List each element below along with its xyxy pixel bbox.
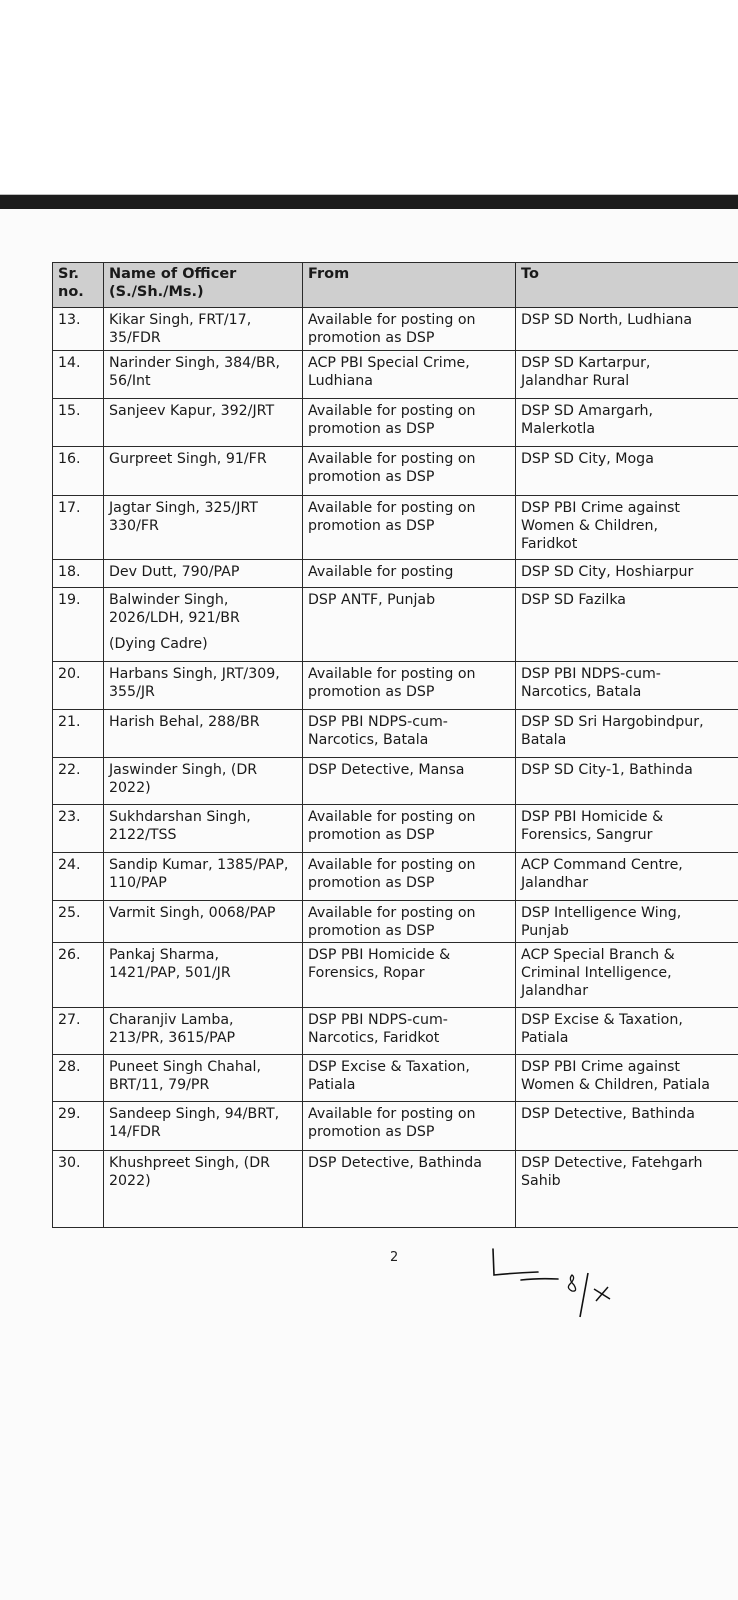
cadre-note: (Dying Cadre)	[109, 636, 208, 652]
cell-from	[303, 351, 516, 399]
cell-to-line: Patiala	[521, 1030, 569, 1046]
table-row	[53, 588, 738, 662]
cell-from-line: DSP Detective, Bathinda	[308, 1155, 483, 1171]
cell-officer-name-line: Harbans Singh, JRT/309,	[109, 666, 280, 682]
cell-officer-name	[104, 662, 303, 710]
cell-officer-name-line: Dev Dutt, 790/PAP	[109, 564, 240, 580]
cell-officer-name-line: 330/FR	[109, 518, 159, 534]
cell-from-line: Available for posting on	[308, 1106, 476, 1122]
cell-to-line: DSP SD City, Moga	[521, 451, 654, 467]
cell-officer-name-line: Harish Behal, 288/BR	[109, 714, 260, 730]
cell-from-line: DSP Excise & Taxation,	[308, 1059, 470, 1075]
table-row	[53, 399, 738, 447]
cell-officer-name-line: 355/JR	[109, 684, 155, 700]
cell-officer-name-line: 56/Int	[109, 373, 151, 389]
cell-from-line: DSP Detective, Mansa	[308, 762, 465, 778]
cell-to	[516, 351, 738, 399]
cell-from-line: promotion as DSP	[308, 469, 435, 485]
cell-from-line: promotion as DSP	[308, 330, 435, 346]
cell-to-line: DSP SD Amargarh,	[521, 403, 654, 419]
cell-sr-no: 23.	[53, 805, 104, 853]
cell-from	[303, 901, 516, 943]
cell-officer-name	[104, 447, 303, 496]
cell-to-line: Jalandhar	[521, 983, 589, 999]
cell-to-line: DSP Excise & Taxation,	[521, 1012, 683, 1028]
cell-sr-no: 28.	[53, 1055, 104, 1102]
table-row	[53, 1055, 738, 1102]
cell-officer-name-line: Narinder Singh, 384/BR,	[109, 355, 281, 371]
cell-officer-name	[104, 853, 303, 901]
cell-from	[303, 588, 516, 662]
cell-from-line: Patiala	[308, 1077, 356, 1093]
cell-to-line: DSP SD Sri Hargobindpur,	[521, 714, 704, 730]
cell-to-line: DSP Detective, Bathinda	[521, 1106, 696, 1122]
cell-officer-name-line: Sandip Kumar, 1385/PAP,	[109, 857, 289, 873]
cell-from-line: ACP PBI Special Crime,	[308, 355, 470, 371]
cell-to-line: Narcotics, Batala	[521, 684, 642, 700]
table-row	[53, 1151, 738, 1228]
cell-officer-name	[104, 1151, 303, 1228]
cell-from-line: promotion as DSP	[308, 923, 435, 939]
cell-to	[516, 1102, 738, 1151]
cell-sr-no: 19.	[53, 588, 104, 662]
cell-officer-name	[104, 1055, 303, 1102]
cell-sr-no: 15.	[53, 399, 104, 447]
cell-to	[516, 560, 738, 588]
cell-sr-no: 18.	[53, 560, 104, 588]
handwritten-initials-signature	[488, 1245, 628, 1320]
cell-to-line: Batala	[521, 732, 567, 748]
cell-to-line: Malerkotla	[521, 421, 596, 437]
cell-sr-no: 13.	[53, 308, 104, 351]
cell-officer-name-line: Varmit Singh, 0068/PAP	[109, 905, 276, 921]
cell-sr-no: 21.	[53, 710, 104, 758]
cell-sr-no: 14.	[53, 351, 104, 399]
cell-to	[516, 1055, 738, 1102]
cell-from	[303, 308, 516, 351]
cell-to	[516, 399, 738, 447]
cell-from	[303, 805, 516, 853]
cell-to	[516, 805, 738, 853]
cell-officer-name	[104, 1008, 303, 1055]
table-row	[53, 662, 738, 710]
cell-to-line: Jalandhar	[521, 875, 589, 891]
cell-to-line: DSP Detective, Fatehgarh	[521, 1155, 703, 1171]
cell-from-line: DSP PBI NDPS-cum-	[308, 1012, 448, 1028]
cell-to-line: Criminal Intelligence,	[521, 965, 672, 981]
cell-from	[303, 662, 516, 710]
cell-officer-name	[104, 901, 303, 943]
cell-officer-name-line: 35/FDR	[109, 330, 161, 346]
cell-from-line: DSP PBI Homicide &	[308, 947, 451, 963]
cell-to	[516, 943, 738, 1008]
table-body	[53, 308, 738, 1228]
cell-officer-name-line: Gurpreet Singh, 91/FR	[109, 451, 267, 467]
cell-to-line: ACP Special Branch &	[521, 947, 675, 963]
cell-officer-name	[104, 560, 303, 588]
cell-sr-no: 25.	[53, 901, 104, 943]
cell-from	[303, 758, 516, 805]
cell-to	[516, 853, 738, 901]
cell-to-line: DSP PBI Crime against	[521, 500, 680, 516]
cell-to	[516, 901, 738, 943]
cell-sr-no: 30.	[53, 1151, 104, 1228]
cell-from	[303, 1008, 516, 1055]
table-row	[53, 447, 738, 496]
cell-to-line: DSP Intelligence Wing,	[521, 905, 682, 921]
header-from: From	[303, 263, 516, 308]
cell-sr-no: 29.	[53, 1102, 104, 1151]
cell-sr-no: 17.	[53, 496, 104, 560]
table-row	[53, 943, 738, 1008]
table-row	[53, 308, 738, 351]
cell-from-line: DSP PBI NDPS-cum-	[308, 714, 448, 730]
cell-sr-no: 26.	[53, 943, 104, 1008]
header-sr-no	[53, 263, 104, 308]
cell-to-line: Faridkot	[521, 536, 578, 552]
cell-sr-no: 24.	[53, 853, 104, 901]
cell-officer-name	[104, 943, 303, 1008]
cell-from-line: Available for posting on	[308, 451, 476, 467]
cell-to-line: Sahib	[521, 1173, 561, 1189]
cell-officer-name-line: 14/FDR	[109, 1124, 161, 1140]
cell-from-line: Available for posting	[308, 564, 454, 580]
table-row	[53, 560, 738, 588]
cell-officer-name-line: Charanjiv Lamba,	[109, 1012, 234, 1028]
cell-from-line: Forensics, Ropar	[308, 965, 425, 981]
cell-to	[516, 308, 738, 351]
cell-to-line: ACP Command Centre,	[521, 857, 683, 873]
cell-officer-name-line: Sanjeev Kapur, 392/JRT	[109, 403, 275, 419]
cell-from	[303, 496, 516, 560]
cell-officer-name-line: Sukhdarshan Singh,	[109, 809, 251, 825]
cell-to	[516, 1008, 738, 1055]
cell-officer-name-line: Sandeep Singh, 94/BRT,	[109, 1106, 280, 1122]
cell-officer-name-line: 1421/PAP, 501/JR	[109, 965, 231, 981]
header-name-line1: Name of Officer	[109, 266, 237, 282]
cell-officer-name	[104, 710, 303, 758]
cell-officer-name	[104, 805, 303, 853]
cell-sr-no: 27.	[53, 1008, 104, 1055]
cell-from-line: Available for posting on	[308, 905, 476, 921]
table-row	[53, 496, 738, 560]
cell-officer-name-line: Kikar Singh, FRT/17,	[109, 312, 252, 328]
cell-to-line: DSP SD City-1, Bathinda	[521, 762, 693, 778]
cell-sr-no: 16.	[53, 447, 104, 496]
cell-sr-no: 22.	[53, 758, 104, 805]
table-header-row	[53, 263, 738, 308]
table-row	[53, 710, 738, 758]
cell-to-line: Jalandhar Rural	[521, 373, 630, 389]
cell-to	[516, 588, 738, 662]
table-row	[53, 1102, 738, 1151]
cell-officer-name-line: Jagtar Singh, 325/JRT	[109, 500, 258, 516]
table-row	[53, 901, 738, 943]
cell-officer-name-line: BRT/11, 79/PR	[109, 1077, 210, 1093]
cell-officer-name-line: 2122/TSS	[109, 827, 177, 843]
cell-officer-name-line: 2026/LDH, 921/BR	[109, 610, 240, 626]
cell-from	[303, 943, 516, 1008]
cell-to-line: DSP SD Fazilka	[521, 592, 626, 608]
posting-order-table	[52, 262, 738, 1228]
cell-from-line: DSP ANTF, Punjab	[308, 592, 436, 608]
cell-officer-name	[104, 588, 303, 662]
table-row	[53, 805, 738, 853]
cell-to-line: DSP PBI NDPS-cum-	[521, 666, 661, 682]
cell-officer-name-line: 110/PAP	[109, 875, 167, 891]
cell-from-line: Narcotics, Batala	[308, 732, 429, 748]
cell-to	[516, 758, 738, 805]
cell-from-line: promotion as DSP	[308, 684, 435, 700]
cell-from-line: Available for posting on	[308, 312, 476, 328]
cell-to	[516, 447, 738, 496]
cell-officer-name-line: 213/PR, 3615/PAP	[109, 1030, 236, 1046]
table-row	[53, 351, 738, 399]
cell-from-line: promotion as DSP	[308, 518, 435, 534]
header-sr-line2: no.	[58, 284, 84, 300]
cell-to	[516, 1151, 738, 1228]
cell-from-line: Available for posting on	[308, 666, 476, 682]
cell-officer-name	[104, 308, 303, 351]
cell-from-line: Ludhiana	[308, 373, 373, 389]
cell-to-line: DSP PBI Crime against	[521, 1059, 680, 1075]
cell-to-line: DSP SD Kartarpur,	[521, 355, 651, 371]
header-to: To	[516, 263, 738, 308]
cell-to-line: DSP SD City, Hoshiarpur	[521, 564, 694, 580]
cell-to	[516, 710, 738, 758]
cell-from	[303, 399, 516, 447]
cell-to-line: Women & Children,	[521, 518, 659, 534]
cell-from	[303, 710, 516, 758]
cell-from	[303, 560, 516, 588]
table-row	[53, 758, 738, 805]
viewer-top-bar	[0, 194, 738, 209]
header-name-of-officer	[104, 263, 303, 308]
cell-to-line: DSP PBI Homicide &	[521, 809, 664, 825]
cell-to-line: Forensics, Sangrur	[521, 827, 653, 843]
table-row	[53, 1008, 738, 1055]
cell-officer-name	[104, 758, 303, 805]
cell-from-line: promotion as DSP	[308, 1124, 435, 1140]
cell-from	[303, 1151, 516, 1228]
page-number: 2	[390, 1250, 399, 1265]
cell-to-line: Punjab	[521, 923, 569, 939]
cell-to	[516, 662, 738, 710]
cell-officer-name-line: Khushpreet Singh, (DR	[109, 1155, 271, 1171]
cell-officer-name	[104, 496, 303, 560]
cell-from	[303, 853, 516, 901]
cell-from-line: promotion as DSP	[308, 875, 435, 891]
header-name-line2: (S./Sh./Ms.)	[109, 284, 204, 300]
cell-from-line: Available for posting on	[308, 500, 476, 516]
cell-officer-name-line: 2022)	[109, 1173, 151, 1189]
cell-from-line: Available for posting on	[308, 403, 476, 419]
cell-from	[303, 1102, 516, 1151]
cell-from	[303, 1055, 516, 1102]
cell-officer-name	[104, 399, 303, 447]
cell-officer-name	[104, 1102, 303, 1151]
cell-to-line: Women & Children, Patiala	[521, 1077, 710, 1093]
cell-sr-no: 20.	[53, 662, 104, 710]
cell-from	[303, 447, 516, 496]
cell-officer-name-line: Balwinder Singh,	[109, 592, 229, 608]
table-row	[53, 853, 738, 901]
cell-officer-name-line: Pankaj Sharma,	[109, 947, 220, 963]
cell-from-line: promotion as DSP	[308, 827, 435, 843]
cell-from-line: Available for posting on	[308, 857, 476, 873]
cell-from-line: promotion as DSP	[308, 421, 435, 437]
cell-from-line: Narcotics, Faridkot	[308, 1030, 440, 1046]
cell-to-line: DSP SD North, Ludhiana	[521, 312, 693, 328]
cell-from-line: Available for posting on	[308, 809, 476, 825]
cell-officer-name-line: Puneet Singh Chahal,	[109, 1059, 261, 1075]
cell-officer-name	[104, 351, 303, 399]
header-sr-line1: Sr.	[58, 266, 80, 282]
cell-officer-name-line: Jaswinder Singh, (DR	[109, 762, 258, 778]
cell-officer-name-line: 2022)	[109, 780, 151, 796]
cell-to	[516, 496, 738, 560]
